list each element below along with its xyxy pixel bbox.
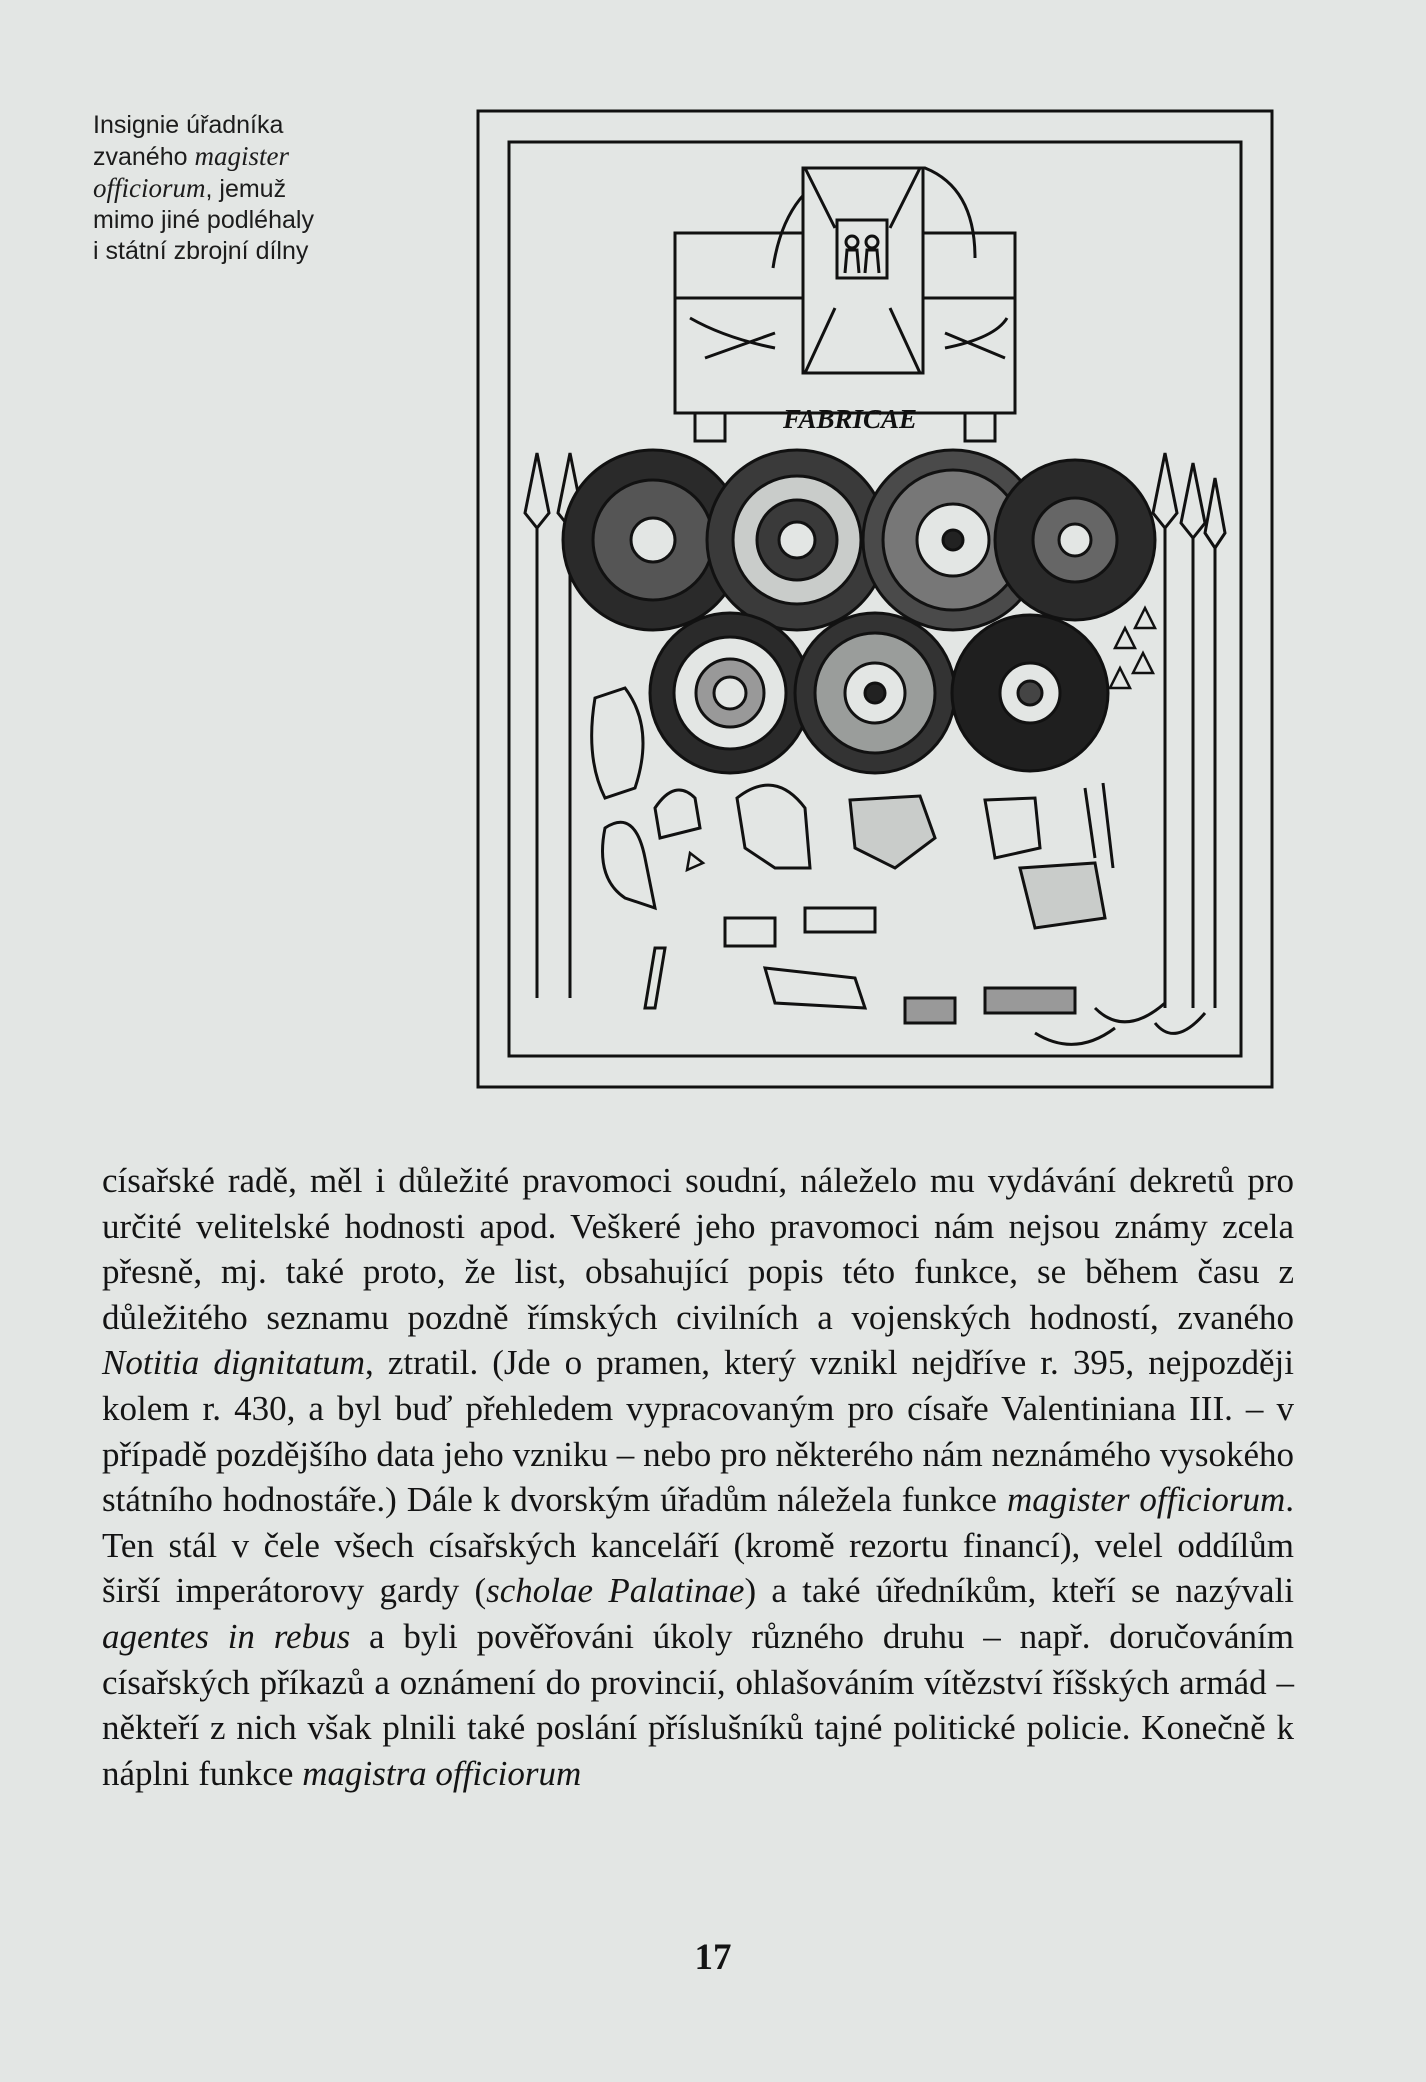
caption-line [93,141,393,173]
spear-right-icon [1153,453,1225,1008]
figure-label: FABRICAE [782,404,918,434]
shield-icon [995,460,1155,620]
caption-line: Insignie úřadníka [93,111,284,139]
codicil-table-icon [675,168,1015,441]
caption-line: mimo jiné podléhaly [93,206,314,234]
shield-icon [707,450,887,630]
caption-italic: officiorum [93,173,206,203]
weapons-icon [645,908,1205,1044]
caption-italic: magister [194,141,289,171]
body-italic: magistra officiorum [302,1753,582,1793]
body-span: císařské radě, měl i důležité pravomoci soudní, náleželo mu vydávání dekretů pro určité velitelské hodnosti apod. Veškeré jeho pravomoci nám nejsou známy zcela přesně, mj. také proto, že list, obsahující popis této funkce, se během času z důležitého seznamu pozdně římských civilních a vojenských hodností, zvaného [102,1161,1294,1337]
body-span: , ztratil. (Jde o pramen, který vznikl nejdříve r. 395, nejpozději kolem r. 430, a byl buď přehledem vypracovaným pro císaře Valentiniana III. – v případě pozdějšího data jeho vzniku – nebo pro některého nám neznámého vysokého státního hodnostáře.) Dále k dvorským úřadům náležela funkce [102,1343,1294,1520]
caption-line: i státní zbrojní dílny [93,237,309,265]
insignia-illustration [475,108,1275,1090]
caption-text: zvaného [93,143,195,171]
shield-icon [650,613,810,773]
shield-icon [795,613,955,773]
caption-line [93,173,393,205]
caption-text: , jemuž [205,175,287,203]
body-paragraph [102,1158,1294,1796]
body-text [102,1158,1294,1796]
body-italic: Notitia dignitatum [102,1343,365,1383]
body-span: . Ten stál v čele všech císařských kanceláří (kromě rezortu financí), velel oddílům širší imperátorovy gardy ( [102,1480,1294,1611]
body-span: a byli pověřováni úkoly různého druhu – např. doručováním císařských příkazů a oznámení do provincií, ohlašováním vítězství říšských armád – někteří z nich však plnili také poslání příslušníků tajné politické policie. Konečně k náplni funkce [102,1616,1294,1793]
body-italic: magister officiorum [1006,1480,1286,1520]
figure-caption [93,110,393,267]
body-italic: scholae Palatinae [486,1571,745,1611]
body-italic: agentes in rebus [102,1616,351,1656]
body-span: ) a také úředníkům, kteří se nazývali [744,1571,1294,1611]
page-number: 17 [694,1937,732,1978]
shield-icon [952,615,1108,771]
armour-icon [850,783,1113,928]
